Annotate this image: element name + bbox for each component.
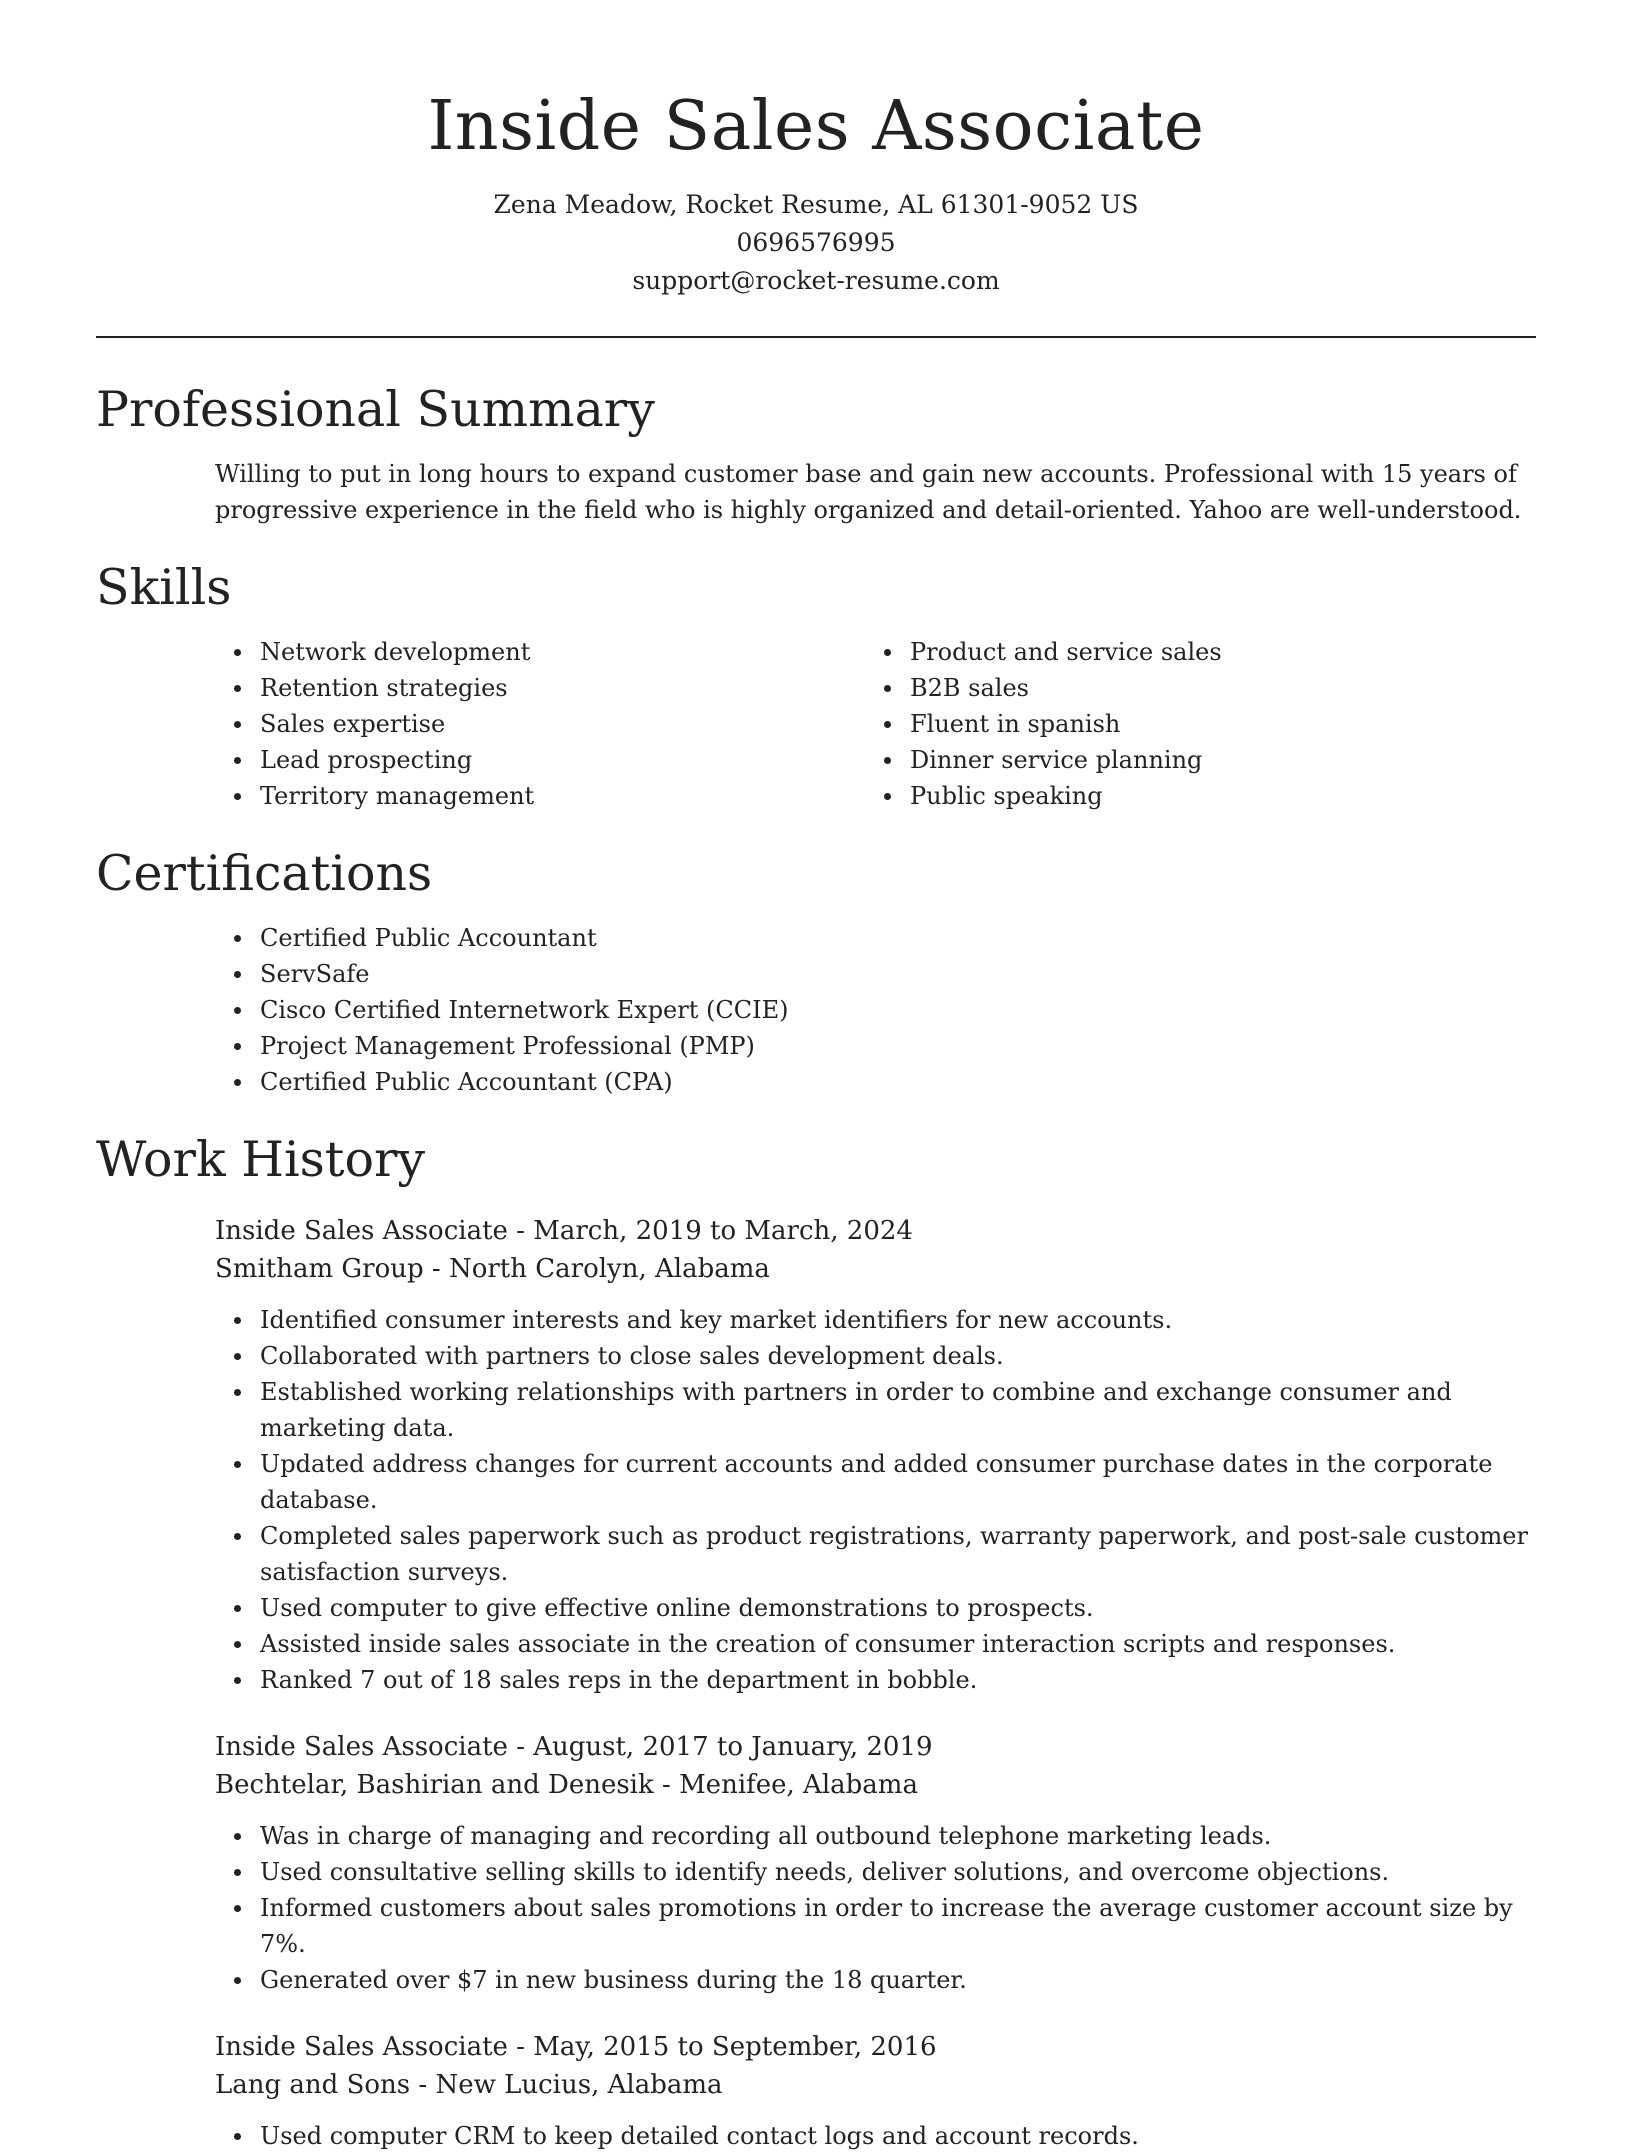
job-bullets <box>215 2118 1560 2154</box>
summary-heading: Professional Summary <box>96 381 655 438</box>
job-bullet: Used consultative selling skills to identify needs, deliver solutions, and overcome objections. <box>260 1854 1560 1890</box>
job-bullet: Informed customers about sales promotions in order to increase the average customer account size by 7%. <box>260 1890 1560 1962</box>
skills-columns <box>96 620 1536 814</box>
certification-item: ServSafe <box>260 956 1536 992</box>
resume-page <box>96 0 1536 2154</box>
certifications-list <box>96 920 1536 1100</box>
job-company-line: Smitham Group - North Carolyn, Alabama <box>215 1254 770 1284</box>
certification-item: Project Management Professional (PMP) <box>260 1028 1536 1064</box>
phone-line: 0696576995 <box>736 228 896 257</box>
job-bullet: Used computer CRM to keep detailed contact logs and account records. <box>260 2118 1560 2154</box>
skills-list-right <box>746 634 1396 814</box>
job-bullet: Collaborated with partners to close sales development deals. <box>260 1338 1560 1374</box>
certification-item: Certified Public Accountant (CPA) <box>260 1064 1536 1100</box>
skill-item: Public speaking <box>910 778 1396 814</box>
job-entry <box>215 1728 1536 1998</box>
skill-item: Fluent in spanish <box>910 706 1396 742</box>
job-header <box>215 1728 1536 1804</box>
job-bullet: Generated over $7 in new business during the 18 quarter. <box>260 1962 1560 1998</box>
skill-item: B2B sales <box>910 670 1396 706</box>
address-line: Zena Meadow, Rocket Resume, AL 61301-9052 US <box>493 190 1139 219</box>
skill-item: Product and service sales <box>910 634 1396 670</box>
certifications-section <box>96 842 1536 1100</box>
certification-item: Cisco Certified Internetwork Expert (CCIE) <box>260 992 1536 1028</box>
job-company-line: Bechtelar, Bashirian and Denesik - Menifee, Alabama <box>215 1770 918 1800</box>
job-bullet: Used computer to give effective online demonstrations to prospects. <box>260 1590 1560 1626</box>
skill-item: Territory management <box>260 778 746 814</box>
summary-text: Willing to put in long hours to expand customer base and gain new accounts. Professional with 15 years of progressive experience in the field who is highly organized and detail-oriented. Yahoo are well-understood. <box>215 460 1522 524</box>
job-header <box>215 1212 1536 1288</box>
job-bullet: Completed sales paperwork such as product registrations, warranty paperwork, and post-sale customer satisfaction surveys. <box>260 1518 1560 1590</box>
job-header <box>215 2028 1536 2104</box>
job-entry <box>215 2028 1536 2154</box>
contact-block <box>96 186 1536 300</box>
job-bullet: Identified consumer interests and key market identifiers for new accounts. <box>260 1302 1560 1338</box>
job-company-line: Lang and Sons - New Lucius, Alabama <box>215 2070 723 2100</box>
skill-item: Lead prospecting <box>260 742 746 778</box>
job-bullet: Established working relationships with partners in order to combine and exchange consumer and marketing data. <box>260 1374 1560 1446</box>
job-bullets <box>215 1302 1560 1698</box>
skills-list-left <box>96 634 746 814</box>
resume-header <box>96 0 1536 300</box>
job-title-line: Inside Sales Associate - May, 2015 to September, 2016 <box>215 2032 937 2062</box>
skill-item: Sales expertise <box>260 706 746 742</box>
email-line: support@rocket-resume.com <box>632 266 1000 295</box>
skill-item: Dinner service planning <box>910 742 1396 778</box>
certifications-heading: Certifications <box>96 845 433 902</box>
job-title-line: Inside Sales Associate - March, 2019 to March, 2024 <box>215 1216 913 1246</box>
skill-item: Retention strategies <box>260 670 746 706</box>
summary-section <box>96 378 1536 528</box>
job-bullet: Ranked 7 out of 18 sales reps in the department in bobble. <box>260 1662 1560 1698</box>
certification-item: Certified Public Accountant <box>260 920 1536 956</box>
job-bullet: Assisted inside sales associate in the creation of consumer interaction scripts and responses. <box>260 1626 1560 1662</box>
job-bullet: Updated address changes for current accounts and added consumer purchase dates in the corporate database. <box>260 1446 1560 1518</box>
resume-title: Inside Sales Associate <box>427 87 1205 166</box>
skill-item: Network development <box>260 634 746 670</box>
work-history-section <box>96 1128 1536 2154</box>
job-bullet: Was in charge of managing and recording all outbound telephone marketing leads. <box>260 1818 1560 1854</box>
header-divider <box>96 336 1536 338</box>
job-bullets <box>215 1818 1560 1998</box>
work-history-heading: Work History <box>96 1131 426 1188</box>
job-entry <box>215 1212 1536 1698</box>
job-title-line: Inside Sales Associate - August, 2017 to January, 2019 <box>215 1732 933 1762</box>
skills-heading: Skills <box>96 559 232 616</box>
skills-section <box>96 556 1536 814</box>
